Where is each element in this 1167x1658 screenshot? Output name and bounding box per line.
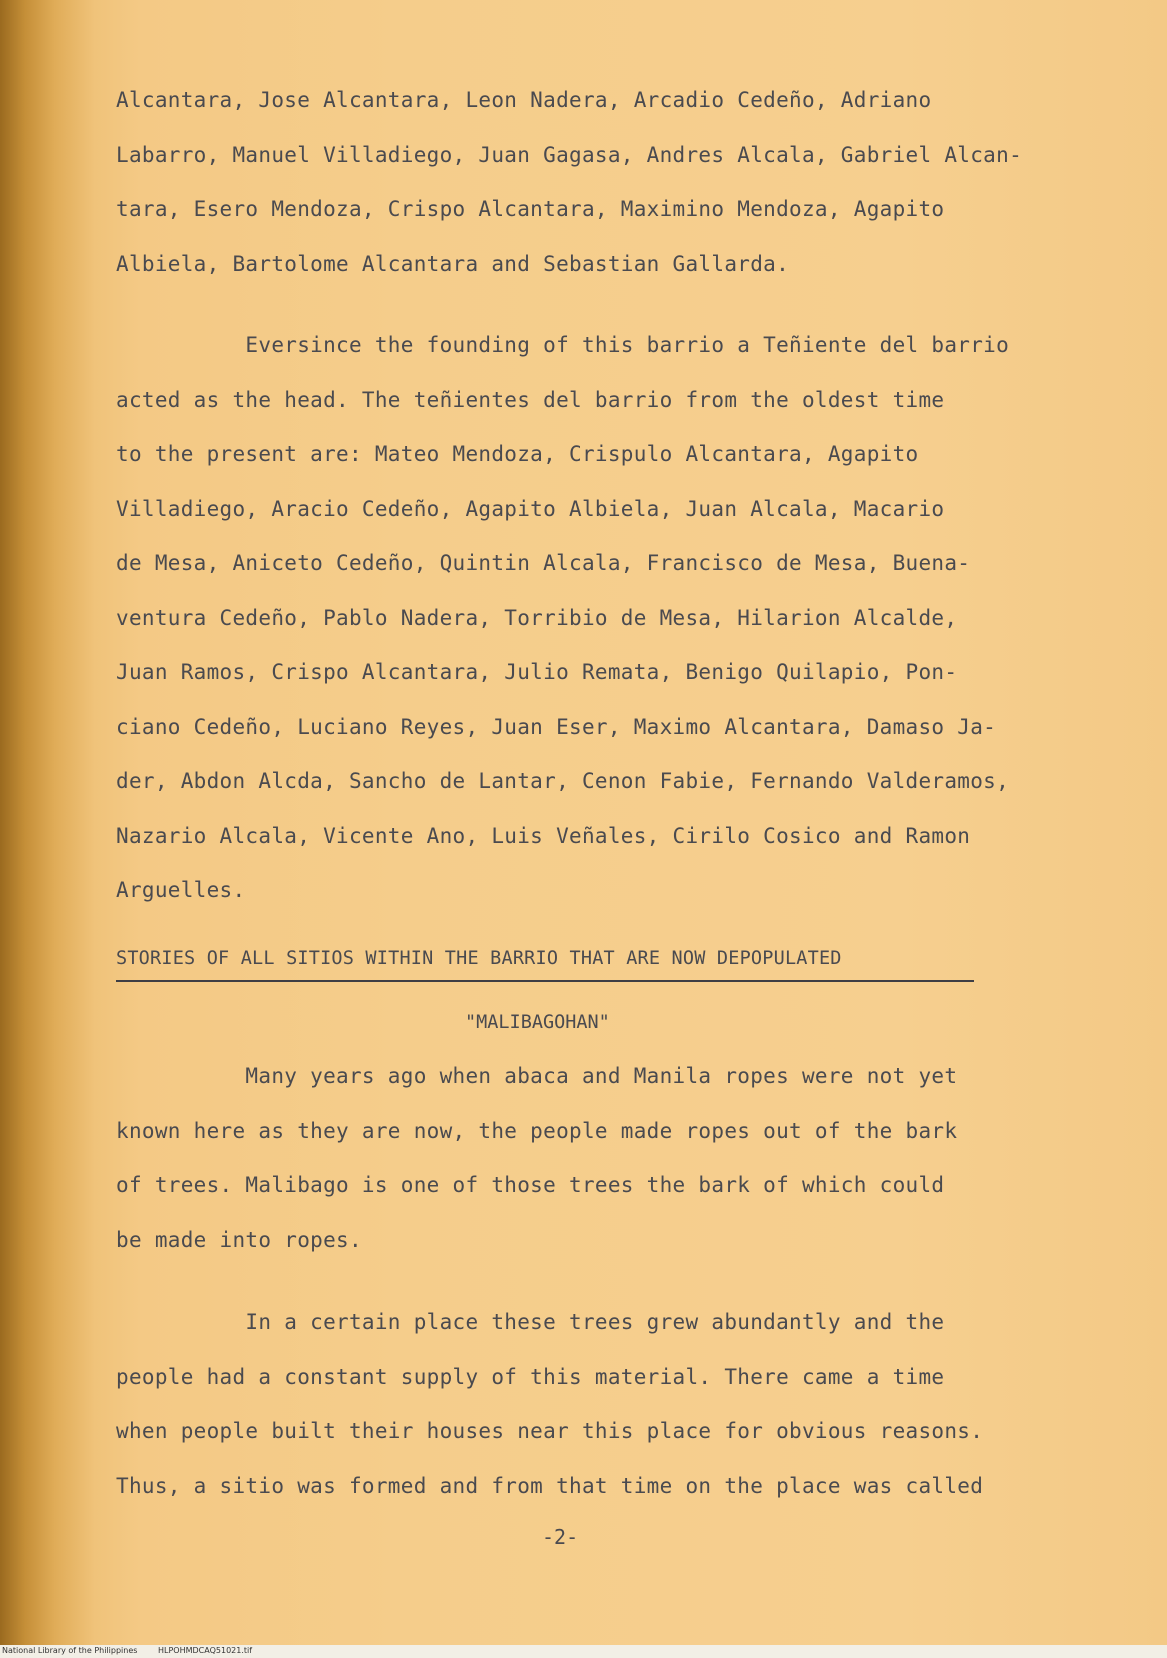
text-line: people had a constant supply of this material. There came a time [116,1364,945,1389]
text-line: Thus, a sitio was formed and from that time on the place was called [116,1473,984,1498]
paragraph-sitio-formed [116,1295,1056,1513]
heading-underline [116,980,974,982]
text-line: Labarro, Manuel Villadiego, Juan Gagasa, Andres Alcala, Gabriel Alcan- [116,142,1023,167]
paragraph-malibago-story [116,1049,1056,1267]
paragraph-tenientes [116,318,1056,918]
text-line: acted as the head. The teñientes del barrio from the oldest time [116,387,945,412]
footer-filename: HLPOHMDCAQ51021.tif [158,1646,253,1655]
footer-library: National Library of the Philippines [2,1646,138,1655]
text-line: der, Abdon Alcda, Sancho de Lantar, Cenon Fabie, Fernando Valderamos, [116,769,1010,793]
text-line: be made into ropes. [116,1227,362,1252]
story-title: "MALIBAGOHAN" [465,1012,610,1033]
text-line: Nazario Alcala, Vicente Ano, Luis Veñales, Cirilo Cosico and Ramon [116,823,971,848]
text-line: Albiela, Bartolome Alcantara and Sebastian Gallarda. [116,251,790,276]
text-line: ciano Cedeño, Luciano Reyes, Juan Eser, Maximo Alcantara, Damaso Ja- [116,714,997,739]
scan-footer [0,1645,1167,1658]
text-line: Arguelles. [116,878,246,902]
paragraph-founders-continued [116,73,1056,291]
text-line: Juan Ramos, Crispo Alcantara, Julio Remata, Benigo Quilapio, Pon- [116,660,958,684]
text-line: when people built their houses near this place for obvious reasons. [116,1419,984,1443]
text-line: known here as they are now, the people made ropes out of the bark [116,1118,958,1143]
text-line: tara, Esero Mendoza, Crispo Alcantara, Maximino Mendoza, Agapito [116,197,945,221]
text-line: Many years ago when abaca and Manila ropes were not yet [116,1064,958,1088]
text-line: of trees. Malibago is one of those trees the bark of which could [116,1173,945,1197]
text-line: In a certain place these trees grew abundantly and the [116,1310,945,1334]
page-number: -2- [542,1525,579,1549]
text-line: Alcantara, Jose Alcantara, Leon Nadera, Arcadio Cedeño, Adriano [116,88,932,112]
section-heading: STORIES OF ALL SITIOS WITHIN THE BARRIO THAT ARE NOW DEPOPULATED [116,948,842,969]
text-line: Eversince the founding of this barrio a Teñiente del barrio [116,333,1010,357]
text-line: de Mesa, Aniceto Cedeño, Quintin Alcala, Francisco de Mesa, Buena- [116,551,971,575]
text-line: Villadiego, Aracio Cedeño, Agapito Albiela, Juan Alcala, Macario [116,496,945,521]
text-line: ventura Cedeño, Pablo Nadera, Torribio de Mesa, Hilarion Alcalde, [116,605,958,630]
text-line: to the present are: Mateo Mendoza, Crispulo Alcantara, Agapito [116,442,919,466]
